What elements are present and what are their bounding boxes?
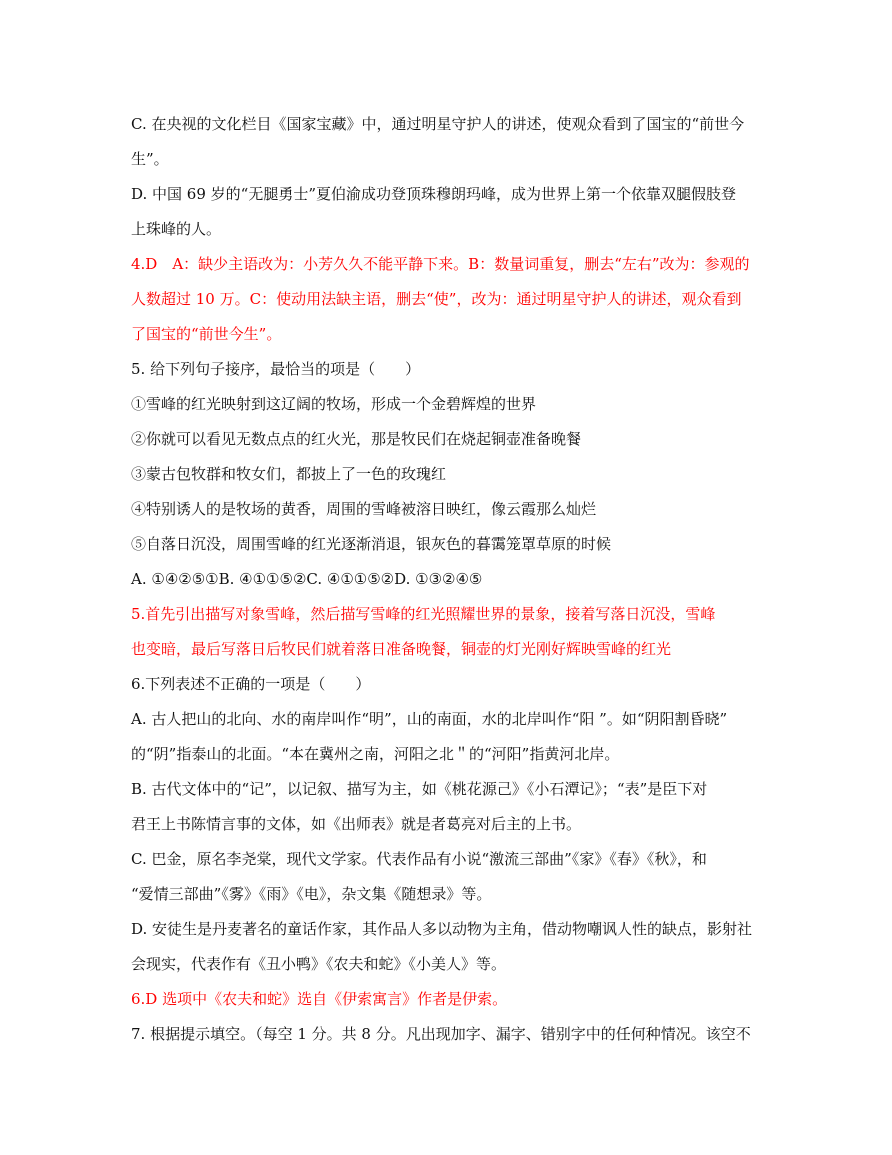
answer-6: 6.D 选项中《农夫和蛇》选自《伊索寓言》作者是伊索。 bbox=[131, 990, 508, 1008]
question-6-option-a-line-1: A. 古人把山的北向、水的南岸叫作“明”，山的南面，水的北岸叫作“阳 ”。如“阴阳割昏晓” bbox=[131, 710, 728, 728]
answer-4-line-3: 了国宝的“前世今生”。 bbox=[131, 325, 282, 343]
question-5-sentence-4: ④特别诱人的是牧场的黄香，周围的雪峰被溶日映红，像云霞那么灿烂 bbox=[131, 500, 597, 518]
question-5-sentence-1: ①雪峰的红光映射到这辽阔的牧场，形成一个金碧辉煌的世界 bbox=[131, 395, 537, 413]
question-5-stem: 5. 给下列句子接序，最恰当的项是（ ） bbox=[131, 360, 421, 378]
question-5-options: A. ①④②⑤①B. ④①①⑤②C. ④①①⑤②D. ①③②④⑤ bbox=[131, 570, 483, 588]
question-6-option-b-line-2: 君王上书陈情言事的文体，如《出师表》就是者葛亮对后主的上书。 bbox=[131, 815, 582, 833]
option-d-line-2: 上珠峰的人。 bbox=[131, 220, 222, 238]
question-5-sentence-3: ③蒙古包牧群和牧女们，都披上了一色的玫瑰红 bbox=[131, 465, 447, 483]
question-5-sentence-5: ⑤自落日沉没，周围雪峰的红光逐渐消退，银灰色的暮霭笼罩草原的时候 bbox=[131, 535, 612, 553]
question-5-sentence-2: ②你就可以看见无数点点的红火光，那是牧民们在烧起铜壶准备晚餐 bbox=[131, 430, 582, 448]
option-d-line-1: D. 中国 69 岁的“无腿勇士”夏伯渝成功登顶珠穆朗玛峰，成为世界上第一个依靠双腿假肢登 bbox=[131, 185, 736, 203]
option-c-line-1: C. 在央视的文化栏目《国家宝藏》中，通过明星守护人的讲述，使观众看到了国宝的“前世今 bbox=[131, 115, 745, 133]
answer-4-line-1: 4.D A：缺少主语改为：小芳久久不能平静下来。B：数量词重复，删去“左右”改为：参观的 bbox=[131, 255, 750, 273]
question-6-stem: 6.下列表述不正确的一项是（ ） bbox=[131, 675, 371, 693]
question-6-option-a-line-2: 的“阴”指泰山的北面。“本在冀州之南，河阳之北＂的“河阳”指黄河北岸。 bbox=[131, 745, 620, 763]
question-6-option-d-line-2: 会现实，代表作有《丑小鸭》《农夫和蛇》《小美人》等。 bbox=[131, 955, 507, 973]
question-6-option-d-line-1: D. 安徒生是丹麦著名的童话作家，其作品人多以动物为主角，借动物嘲讽人性的缺点，影射社 bbox=[131, 920, 753, 938]
question-6-option-c-line-2: “爱情三部曲”《雾》《雨》《电》，杂文集《随想录》等。 bbox=[131, 885, 492, 903]
answer-5-line-2: 也变暗，最后写落日后牧民们就着落日准备晚餐，铜壶的灯光刚好辉映雪峰的红光 bbox=[131, 640, 672, 658]
question-6-option-c-line-1: C. 巴金，原名李尧棠，现代文学家。代表作品有小说“激流三部曲”《家》《春》《秋》，和 bbox=[131, 850, 707, 868]
answer-5-line-1: 5.首先引出描写对象雪峰，然后描写雪峰的红光照耀世界的景象，接着写落日沉没，雪峰 bbox=[131, 605, 716, 623]
answer-4-line-2: 人数超过 10 万。C：使动用法缺主语，删去“使”，改为：通过明星守护人的讲述，观众看到 bbox=[131, 290, 742, 308]
question-6-option-b-line-1: B. 古代文体中的“记”，以记叙、描写为主，如《桃花源己》《小石潭记》；“表”是臣下对 bbox=[131, 780, 708, 798]
option-c-line-2: 生”。 bbox=[131, 150, 169, 168]
question-7-stem: 7. 根据提示填空。（每空 1 分。共 8 分。凡出现加字、漏字、错别字中的任何种情况。该空不 bbox=[131, 1025, 751, 1043]
